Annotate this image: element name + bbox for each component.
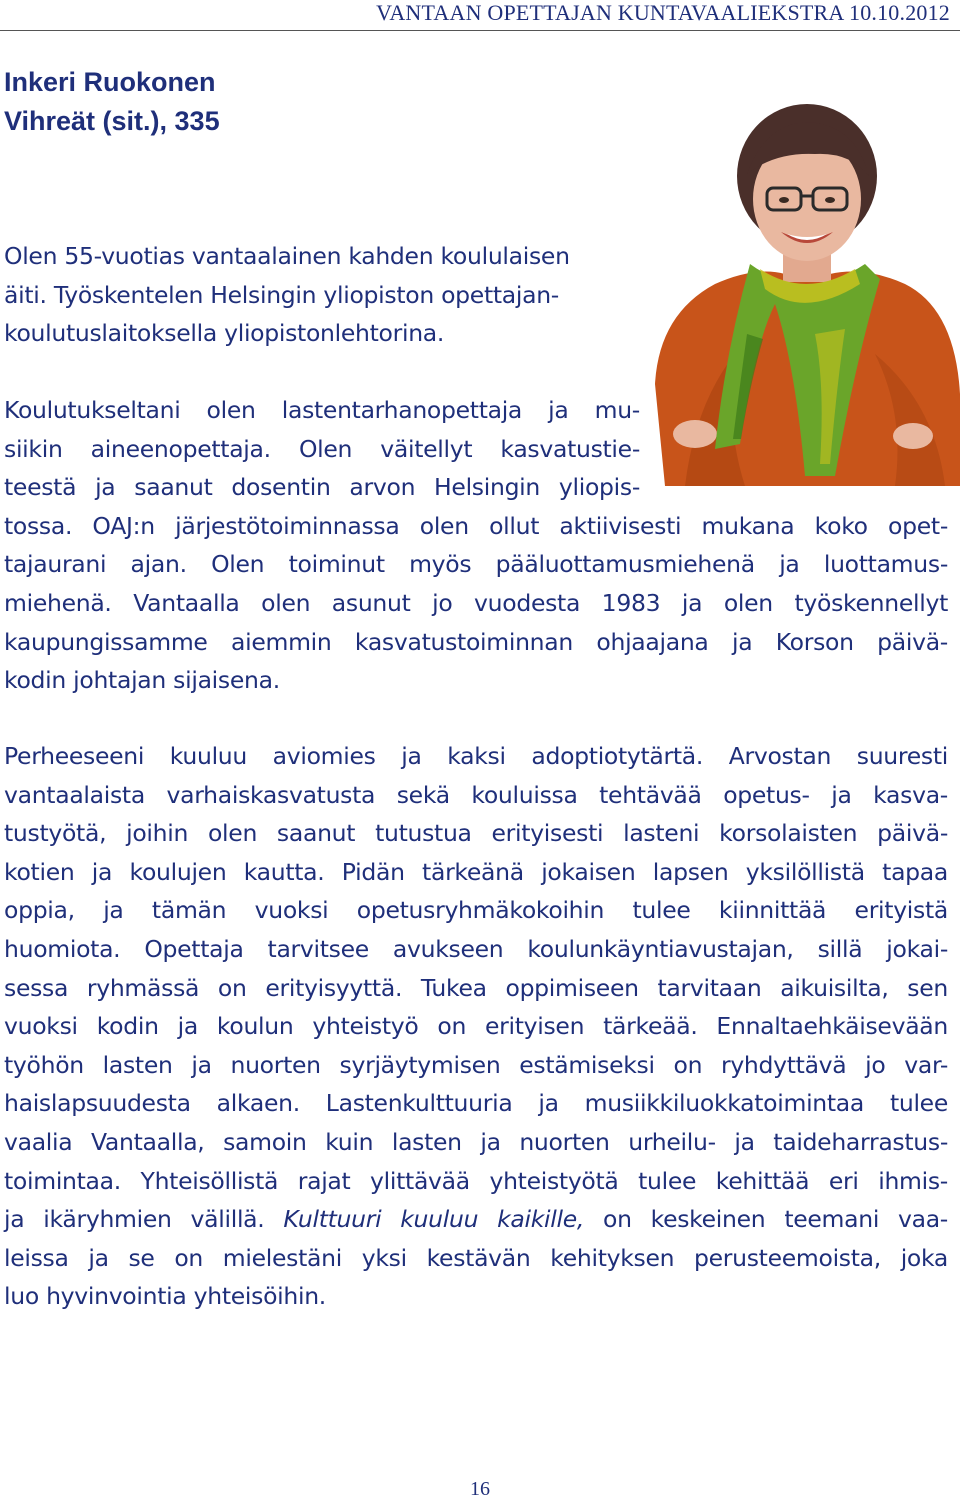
hand-shape	[673, 420, 717, 448]
text-line-with-emphasis	[4, 1200, 948, 1239]
text-line: luo hyvinvointia yhteisöihin.	[4, 1282, 326, 1311]
text-line: tajaurani ajan. Olen toiminut myös pääluottamusmiehenä ja luottamus-	[4, 550, 948, 579]
text-line: oppia, ja tämän vuoksi opetusryhmäkokoihin tulee kiinnittää erityistä	[4, 896, 948, 925]
hand-shape	[893, 423, 933, 449]
text-line: sessa ryhmässä on erityisyyttä. Tukea oppimiseen tarvitaan aikuisilta, sen	[4, 973, 948, 1002]
text-line: vantaalaista varhaiskasvatusta sekä kouluissa tehtävää opetus- ja kasva-	[4, 780, 948, 809]
emphasized-phrase: Kulttuuri kuuluu kaikille,	[283, 1205, 585, 1234]
text-line: huomiota. Opettaja tarvitsee avukseen koulunkäyntiavustajan, sillä jokai-	[4, 934, 948, 963]
text-line: tustyötä, joihin olen saanut tutustua erityisesti lasteni korsolaisten päivä-	[4, 819, 948, 848]
portrait-photo-icon	[655, 104, 960, 486]
text-line: äiti. Työskentelen Helsingin yliopiston opettajan-	[4, 280, 559, 309]
text-line: vuoksi kodin ja koulun yhteistyö on erityisen tärkeää. Ennaltaehkäisevään	[4, 1012, 948, 1041]
text-line: kodin johtajan sijaisena.	[4, 666, 280, 695]
text-line: Olen 55-vuotias vantaalainen kahden koululaisen	[4, 242, 570, 270]
candidate-party-number: Vihreät (sit.), 335	[4, 106, 220, 136]
text-line: siikin aineenopettaja. Olen väitellyt kasvatustie-	[4, 434, 640, 463]
page-number: 16	[470, 1478, 490, 1500]
text-line: kaupungissamme aiemmin kasvatustoiminnan ohjaajana ja Korson päivä-	[4, 627, 948, 656]
text-line: tossa. OAJ:n järjestötoiminnassa olen ollut aktiivisesti mukana koko opet-	[4, 511, 948, 540]
text-line: työhön lasten ja nuorten syrjäytymisen estämiseksi on ryhdyttävä jo var-	[4, 1050, 948, 1079]
text-line: koulutuslaitoksella yliopistonlehtorina.	[4, 319, 445, 348]
text-line: leissa ja se on mielestäni yksi kestävän kehityksen perusteemoista, joka	[4, 1243, 948, 1272]
text-line: kotien ja koulujen kautta. Pidän tärkeänä jokaisen lapsen yksilöllistä tapaa	[4, 857, 948, 886]
header-divider	[0, 30, 960, 31]
text-line: Perheeseeni kuuluu aviomies ja kaksi adoptiotytärtä. Arvostan suuresti	[4, 742, 948, 770]
paragraph-family-and-views	[4, 737, 948, 1316]
text-line: toimintaa. Yhteisöllistä rajat ylittävää yhteistyötä tulee kehittää eri ihmis-	[4, 1166, 948, 1195]
eye	[825, 197, 835, 203]
text-segment: ja ikäryhmien välillä.	[4, 1205, 265, 1234]
candidate-portrait-photo	[655, 104, 960, 486]
candidate-name: Inkeri Ruokonen	[4, 67, 216, 97]
publication-header: VANTAAN OPETTAJAN KUNTAVAALIEKSTRA 10.10.2012	[376, 0, 950, 25]
text-line: Koulutukseltani olen lastentarhanopettaja ja mu-	[4, 396, 640, 424]
text-line: miehenä. Vantaalla olen asunut jo vuodesta 1983 ja olen työskennellyt	[4, 588, 948, 617]
text-line: haislapsuudesta alkaen. Lastenkulttuuria ja musiikkiluokkatoimintaa tulee	[4, 1089, 948, 1118]
eye	[779, 197, 789, 203]
text-segment: on keskeinen teemani vaa-	[603, 1205, 948, 1234]
paragraph-intro	[4, 237, 570, 353]
text-line: teestä ja saanut dosentin arvon Helsingin yliopis-	[4, 473, 640, 502]
text-line: vaalia Vantaalla, samoin kuin lasten ja nuorten urheilu- ja taideharrastus-	[4, 1127, 948, 1156]
